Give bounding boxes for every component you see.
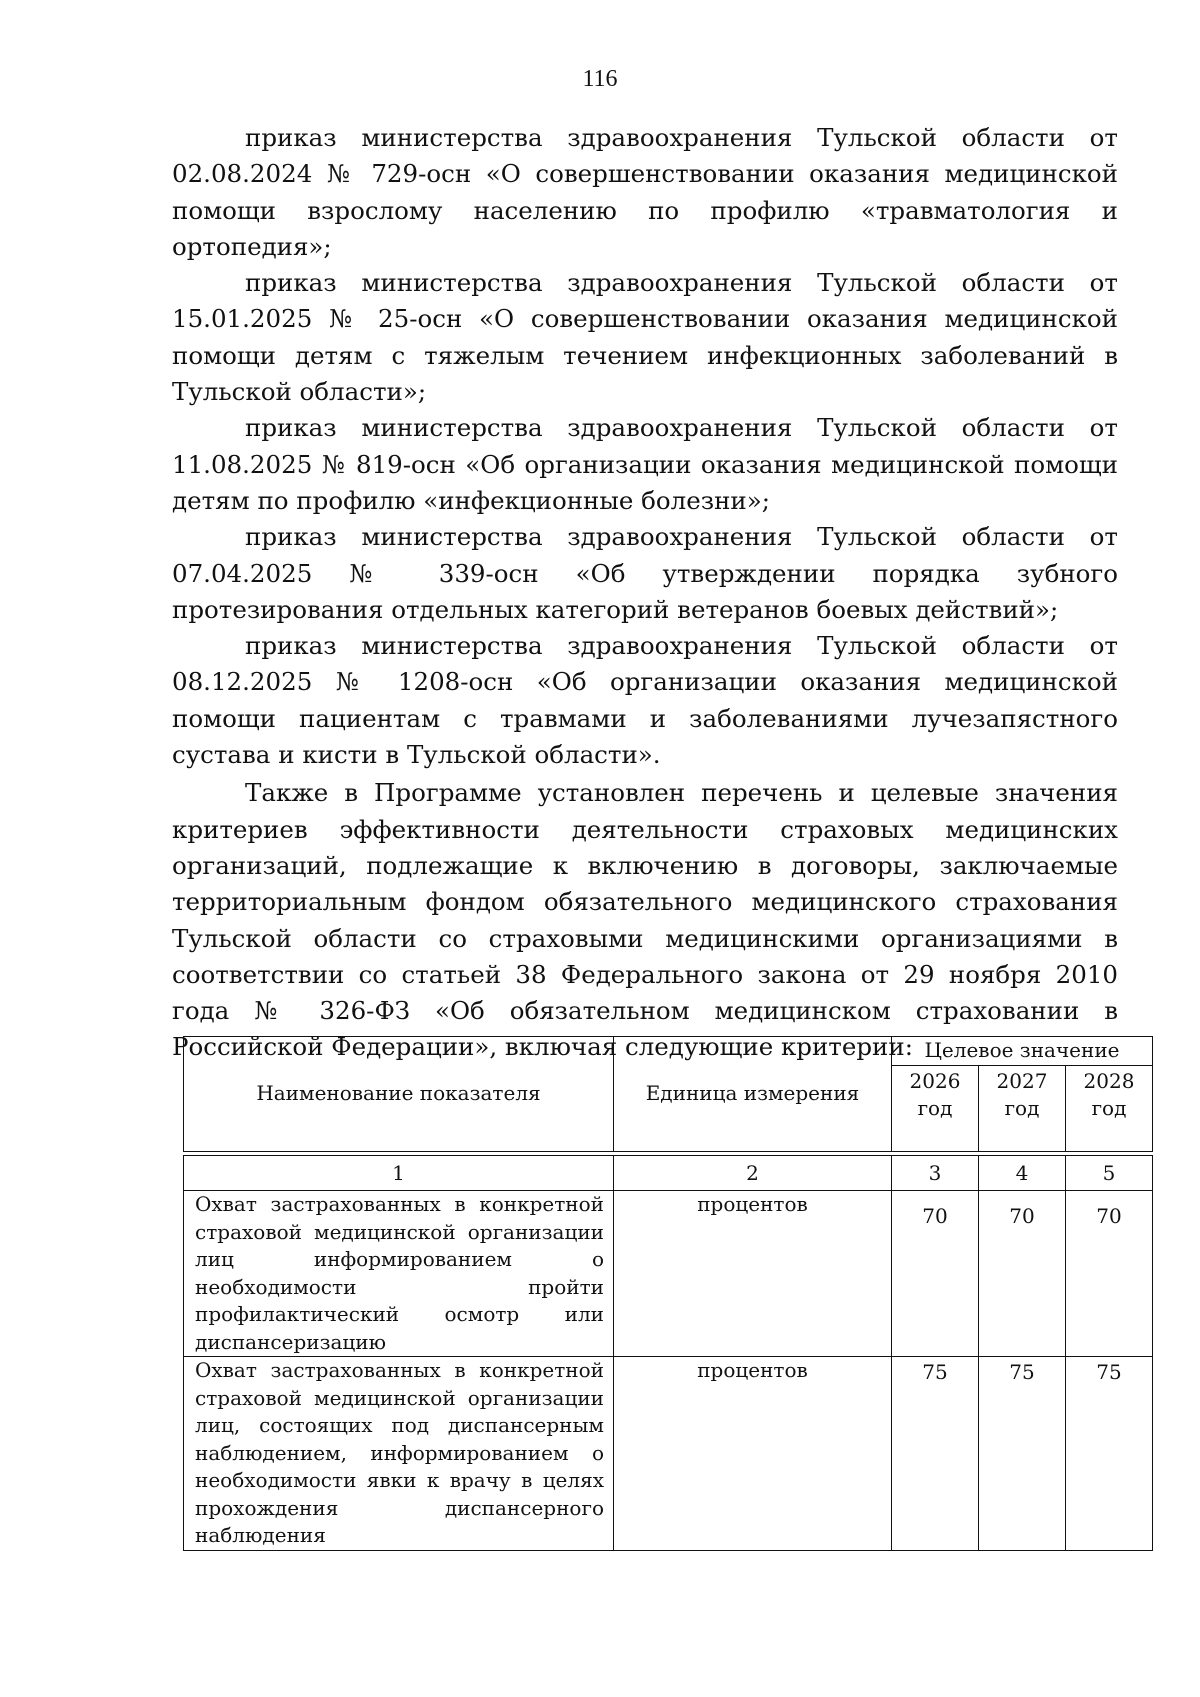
header-year-2028	[1066, 1065, 1153, 1152]
target-value-2027: 70	[979, 1191, 1066, 1357]
document-body	[172, 120, 1118, 1066]
header-year-2026	[892, 1065, 979, 1152]
year-suffix: год	[917, 1096, 953, 1120]
column-number: 3	[892, 1156, 979, 1191]
year-number: 2027	[996, 1068, 1048, 1093]
column-number: 1	[184, 1156, 614, 1191]
column-number: 2	[614, 1156, 892, 1191]
column-number-row	[184, 1156, 1153, 1191]
year-number: 2026	[909, 1068, 961, 1093]
order-paragraph: приказ министерства здравоохранения Тульской области от 07.04.2025 № 339-осн «Об утверждении порядка зубного протезирования отдельных категорий ветеранов боевых действий»;	[172, 522, 1118, 624]
header-target-value: Целевое значение	[892, 1037, 1153, 1066]
indicator-unit: процентов	[614, 1191, 892, 1357]
year-suffix: год	[1091, 1096, 1127, 1120]
target-value-2028: 70	[1066, 1191, 1153, 1357]
year-suffix: год	[1004, 1096, 1040, 1120]
indicator-name: Охват застрахованных в конкретной страховой медицинской организации лиц информированием о необходимости пройти профилактический осмотр или диспансеризацию	[184, 1191, 614, 1357]
order-paragraph: приказ министерства здравоохранения Тульской области от 08.12.2025 № 1208-осн «Об организации оказания медицинской помощи пациентам с травмами и заболеваниями лучезапястного сустава и кисти в Тульской области».	[172, 631, 1118, 770]
target-value-2026: 70	[892, 1191, 979, 1357]
order-paragraph: приказ министерства здравоохранения Тульской области от 15.01.2025 № 25-осн «О совершенствовании оказания медицинской помощи детям с тяжелым течением инфекционных заболеваний в Тульской области»;	[172, 268, 1118, 407]
target-value-2027: 75	[979, 1357, 1066, 1551]
criteria-table	[183, 1036, 1153, 1551]
column-number: 5	[1066, 1156, 1153, 1191]
target-value-2028: 75	[1066, 1357, 1153, 1551]
header-unit: Единица измерения	[614, 1037, 892, 1152]
order-paragraph: приказ министерства здравоохранения Тульской области от 02.08.2024 № 729-осн «О совершенствовании оказания медицинской помощи взрослому населению по профилю «травматология и ортопедия»;	[172, 123, 1118, 261]
indicator-name: Охват застрахованных в конкретной страховой медицинской организации лиц, состоящих под диспансерным наблюдением, информированием о необходимости явки к врачу в целях прохождения диспансерного наблюдения	[184, 1357, 614, 1551]
header-indicator-name: Наименование показателя	[184, 1037, 614, 1152]
indicator-unit: процентов	[614, 1357, 892, 1551]
column-number: 4	[979, 1156, 1066, 1191]
order-paragraph: приказ министерства здравоохранения Тульской области от 11.08.2025 № 819-осн «Об организации оказания медицинской помощи детям по профилю «инфекционные болезни»;	[172, 413, 1118, 515]
table-row	[184, 1191, 1153, 1357]
table-row	[184, 1357, 1153, 1551]
page-number: 116	[582, 66, 618, 92]
table-header-row	[184, 1037, 1153, 1066]
target-value-2026: 75	[892, 1357, 979, 1551]
year-number: 2028	[1083, 1068, 1135, 1093]
header-year-2027	[979, 1065, 1066, 1152]
criteria-intro-paragraph: Также в Программе установлен перечень и целевые значения критериев эффективности деятельности страховых медицинских организаций, подлежащие к включению в договоры, заключаемые территориальным фондом обязательного медицинского страхования Тульской области со страховыми медицинскими организациями в соответствии со статьей 38 Федерального закона от 29 ноября 2010 года № 326-ФЗ «Об обязательном медицинском страховании в Российской Федерации», включая следующие критерии:	[172, 778, 1118, 1062]
